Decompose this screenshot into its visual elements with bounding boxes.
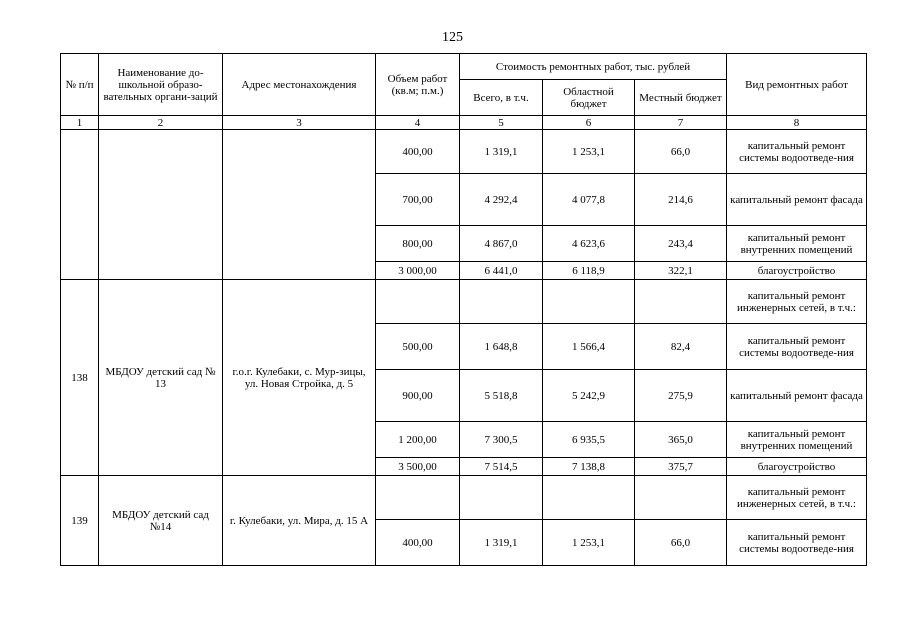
work-type-cell: капитальный ремонт инженерных сетей, в т.ч.: [727,280,867,324]
volume-cell: 3 500,00 [376,458,460,476]
column-number-row [61,116,867,130]
local-budget-cell: 275,9 [635,370,727,422]
volume-cell [376,280,460,324]
total-cost-cell: 1 648,8 [460,324,543,370]
org-address [223,130,376,280]
work-type-cell: капитальный ремонт внутренних помещений [727,226,867,262]
header-address: Адрес местонахождения [223,54,376,116]
regional-budget-cell: 6 118,9 [543,262,635,280]
total-cost-cell [460,476,543,520]
work-type-cell: благоустройство [727,262,867,280]
table-row [61,280,867,324]
volume-cell [376,476,460,520]
header-row [61,54,867,80]
total-cost-cell: 4 867,0 [460,226,543,262]
volume-cell: 900,00 [376,370,460,422]
org-address: г. Кулебаки, ул. Мира, д. 15 А [223,476,376,566]
regional-budget-cell: 7 138,8 [543,458,635,476]
total-cost-cell: 5 518,8 [460,370,543,422]
work-type-cell: благоустройство [727,458,867,476]
volume-cell: 400,00 [376,130,460,174]
total-cost-cell [460,280,543,324]
volume-cell: 3 000,00 [376,262,460,280]
local-budget-cell: 365,0 [635,422,727,458]
local-budget-cell [635,280,727,324]
org-name: МБДОУ детский сад № 13 [99,280,223,476]
col-number: 3 [223,116,376,130]
local-budget-cell: 322,1 [635,262,727,280]
table-row [61,130,867,174]
regional-budget-cell: 6 935,5 [543,422,635,458]
local-budget-cell: 66,0 [635,520,727,566]
local-budget-cell: 82,4 [635,324,727,370]
local-budget-cell: 243,4 [635,226,727,262]
header-name: Наименование до-школьной образо-вательных органи-заций [99,54,223,116]
total-cost-cell: 6 441,0 [460,262,543,280]
regional-budget-cell: 4 077,8 [543,174,635,226]
regional-budget-cell [543,280,635,324]
header-cost-group: Стоимость ремонтных работ, тыс. рублей [460,54,727,80]
local-budget-cell [635,476,727,520]
regional-budget-cell: 4 623,6 [543,226,635,262]
col-number: 7 [635,116,727,130]
work-type-cell: капитальный ремонт системы водоотведе-ния [727,520,867,566]
org-name [99,130,223,280]
volume-cell: 400,00 [376,520,460,566]
regional-budget-cell: 1 253,1 [543,130,635,174]
header-local: Местный бюджет [635,80,727,116]
regional-budget-cell: 1 566,4 [543,324,635,370]
header-regional: Областной бюджет [543,80,635,116]
volume-cell: 500,00 [376,324,460,370]
work-type-cell: капитальный ремонт системы водоотведе-ния [727,324,867,370]
work-type-cell: капитальный ремонт инженерных сетей, в т.ч.: [727,476,867,520]
total-cost-cell: 1 319,1 [460,130,543,174]
total-cost-cell: 7 300,5 [460,422,543,458]
repair-works-table [60,53,867,566]
volume-cell: 800,00 [376,226,460,262]
header-work-type: Вид ремонтных работ [727,54,867,116]
volume-cell: 1 200,00 [376,422,460,458]
regional-budget-cell: 5 242,9 [543,370,635,422]
local-budget-cell: 214,6 [635,174,727,226]
col-number: 5 [460,116,543,130]
work-type-cell: капитальный ремонт фасада [727,174,867,226]
volume-cell: 700,00 [376,174,460,226]
page-number: 125 [442,30,463,45]
header-volume: Объем работ (кв.м; п.м.) [376,54,460,116]
header-num: № п/п [61,54,99,116]
col-number: 2 [99,116,223,130]
org-number: 139 [61,476,99,566]
regional-budget-cell: 1 253,1 [543,520,635,566]
col-number: 1 [61,116,99,130]
local-budget-cell: 66,0 [635,130,727,174]
col-number: 4 [376,116,460,130]
org-name: МБДОУ детский сад №14 [99,476,223,566]
total-cost-cell: 1 319,1 [460,520,543,566]
regional-budget-cell [543,476,635,520]
org-number: 138 [61,280,99,476]
org-number [61,130,99,280]
org-address: г.о.г. Кулебаки, с. Мур-зицы, ул. Новая Стройка, д. 5 [223,280,376,476]
work-type-cell: капитальный ремонт системы водоотведе-ния [727,130,867,174]
header-total: Всего, в т.ч. [460,80,543,116]
table-row [61,476,867,520]
local-budget-cell: 375,7 [635,458,727,476]
work-type-cell: капитальный ремонт фасада [727,370,867,422]
col-number: 8 [727,116,867,130]
total-cost-cell: 4 292,4 [460,174,543,226]
total-cost-cell: 7 514,5 [460,458,543,476]
col-number: 6 [543,116,635,130]
work-type-cell: капитальный ремонт внутренних помещений [727,422,867,458]
